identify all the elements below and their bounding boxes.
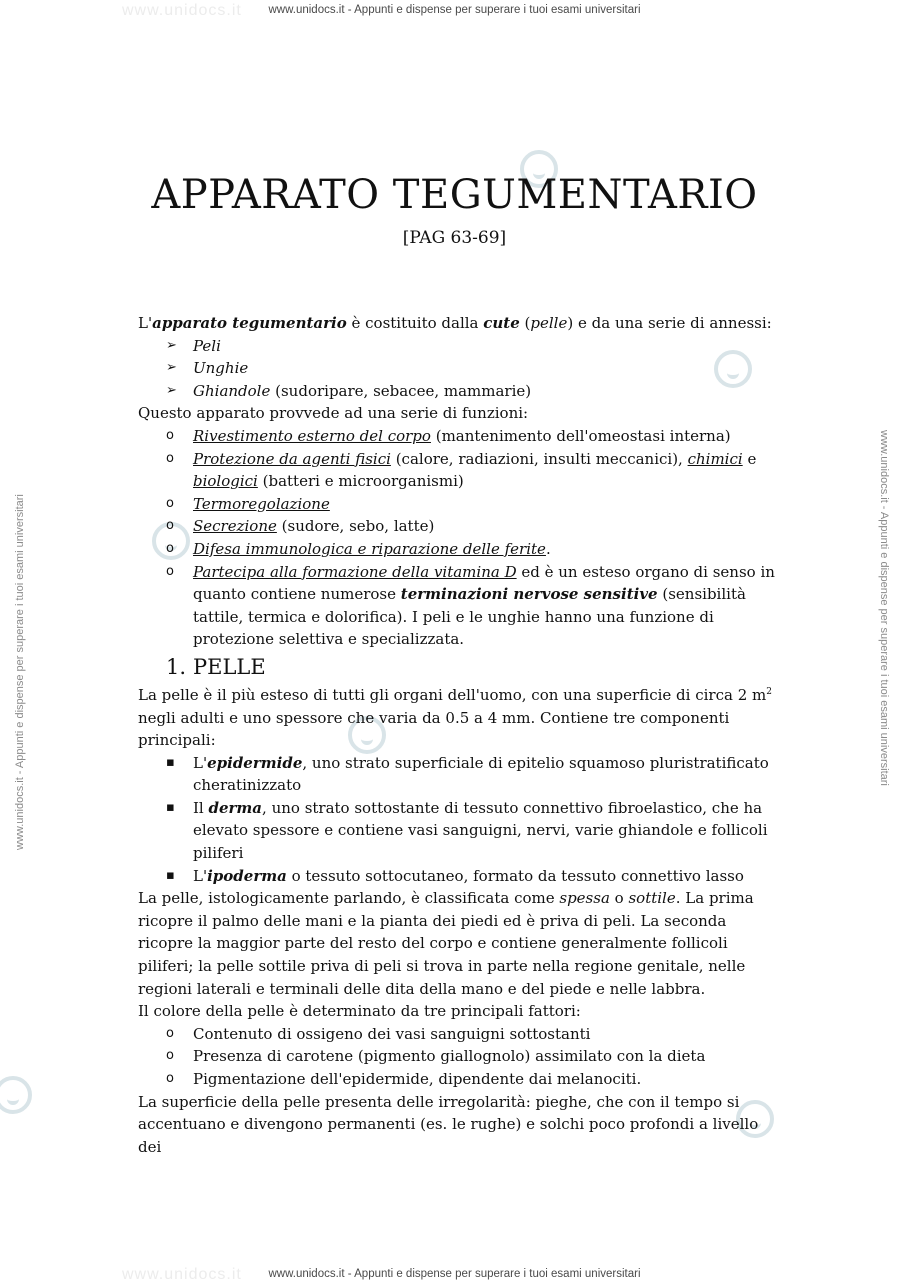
classificazione-paragraph: La pelle, istologicamente parlando, è classificata come spessa o sottile. La prima ricopre il palmo delle mani e la pianta dei piedi ed è priva di peli. La seconda ricopre la maggior parte del resto del corpo e contiene generalmente follicoli piliferi; la pelle sottile priva di peli si trova in parte nella regione genitale, nelle regioni laterali e terminali delle dita della mano e del piede e nelle labbra. (138, 889, 754, 998)
watermark-right: www.unidocs.it - Appunti e dispense per superare i tuoi esami universitari (878, 430, 890, 786)
list-item: ➢ Unghie (138, 357, 778, 380)
list-item: o Rivestimento esterno del corpo (mantenimento dell'omeostasi interna) (138, 425, 778, 448)
componenti-list (138, 752, 778, 888)
list-item: o Difesa immunologica e riparazione delle ferite. (138, 538, 778, 561)
list-item: ▪ L'epidermide, uno strato superficiale di epitelio squamoso pluristratificato cheratinizzato (138, 752, 778, 797)
list-item: o Contenuto di ossigeno dei vasi sanguigni sottostanti (138, 1023, 778, 1046)
funzioni-list (138, 425, 778, 651)
colore-paragraph: Il colore della pelle è determinato da tre principali fattori: (138, 1002, 581, 1021)
watermark-top: www.unidocs.it - Appunti e dispense per superare i tuoi esami universitari (268, 4, 641, 16)
list-item: o Partecipa alla formazione della vitamina D ed è un esteso organo di senso in quanto contiene numerose terminazioni nervose sensitive (sensibilità tattile, termica e dolorifica). I peli e le unghie hanno una funzione di protezione selettiva e specializzata. (138, 561, 778, 651)
list-item: o Protezione da agenti fisici (calore, radiazioni, insulti meccanici), chimici e biologici (batteri e microorganismi) (138, 448, 778, 493)
watermark-ghost: www.unidocs.it (122, 2, 242, 19)
page-subtitle: [PAG 63-69] (402, 228, 507, 248)
page-title: APPARATO TEGUMENTARIO (151, 172, 758, 218)
pelle-paragraph: La pelle è il più esteso di tutti gli organi dell'uomo, con una superficie di circa 2 $m^2$ negli adulti e uno spessore che varia da 0.5 a 4 mm. Contiene tre componenti principali: (138, 685, 772, 750)
funzioni-intro: Questo apparato provvede ad una serie di funzioni: (138, 404, 529, 423)
list-item: ▪ Il derma, uno strato sottostante di tessuto connettivo fibroelastico, che ha elevato spessore e contiene vasi sanguigni, nervi, varie ghiandole e follicoli piliferi (138, 797, 778, 865)
section-heading-pelle: 1. PELLE (166, 654, 266, 679)
list-item: ➢ Ghiandole (sudoripare, sebacee, mammarie) (138, 380, 778, 403)
annessi-list (138, 335, 778, 403)
list-item: o Secrezione (sudore, sebo, latte) (138, 515, 778, 538)
colore-list (138, 1023, 778, 1091)
list-item: o Pigmentazione dell'epidermide, dipendente dai melanociti. (138, 1068, 778, 1091)
watermark-bottom: www.unidocs.it - Appunti e dispense per superare i tuoi esami universitari (268, 1268, 641, 1280)
watermark-left: www.unidocs.it - Appunti e dispense per superare i tuoi esami universitari (14, 494, 26, 850)
list-item: o Presenza di carotene (pigmento giallognolo) assimilato con la dieta (138, 1045, 778, 1068)
list-item: ➢ Peli (138, 335, 778, 358)
list-item: o Termoregolazione (138, 493, 778, 516)
list-item: ▪ L'ipoderma o tessuto sottocutaneo, formato da tessuto connettivo lasso (138, 865, 778, 888)
unidocs-logo-icon (0, 1076, 32, 1114)
superficie-paragraph: La superficie della pelle presenta delle irregolarità: pieghe, che con il tempo si accentuano e divengono permanenti (es. le rughe) e solchi poco profondi a livello dei (138, 1092, 759, 1156)
document-body (138, 312, 778, 1158)
watermark-ghost: www.unidocs.it (122, 1266, 242, 1283)
intro-paragraph: L'apparato tegumentario è costituito dalla cute (pelle) e da una serie di annessi: (138, 314, 772, 332)
